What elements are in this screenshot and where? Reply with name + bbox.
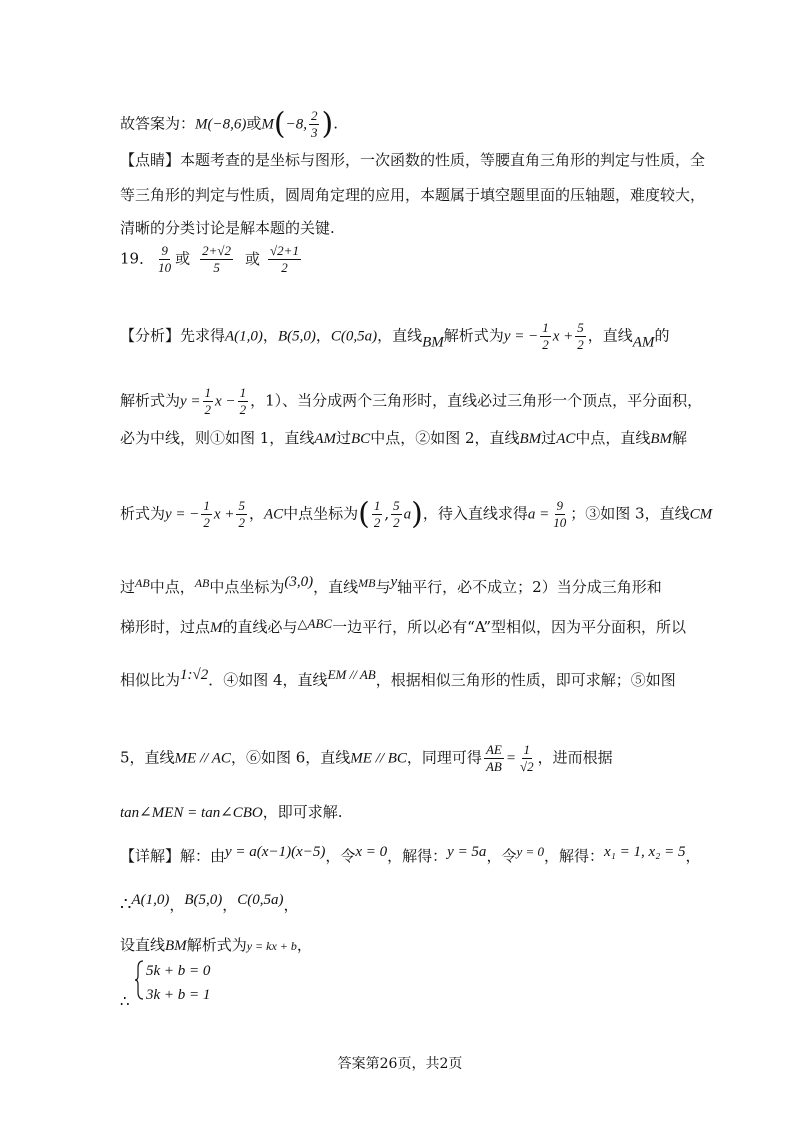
or-text: 或 <box>246 114 262 133</box>
analysis-line-7: 相似比为1:√2．④如图 4，直线EM // AB，根据相似三角形的性质，即可求解；⑤如图 <box>120 667 676 689</box>
review-line-3: 清晰的分类讨论是解本题的关键. <box>120 219 335 237</box>
analysis-line-1: 【分析】先求得A(1,0)，B(5,0)，C(0,5a)，直线BM解析式为y = − $\frac{1}{2}$ x + $\frac{5}{2}$ ，直线AM的 <box>120 320 670 352</box>
point-m1: M(−8,6) <box>195 116 247 133</box>
review-line-1: 【点睛】本题考查的是坐标与图形，一次函数的性质，等腰直角三角形的判定与性质，全 <box>120 151 706 169</box>
solution-line-3: 设直线BM解析式为y = kx + b， <box>120 936 312 954</box>
fraction-1: $\frac{9}{10}$ <box>158 243 172 275</box>
point-m2-y: $\frac{2}{3}$ <box>310 108 318 140</box>
solution-line-2: ∴A(1,0)，B(5,0)，C(0,5a)， <box>120 892 299 915</box>
page-footer: 答案第26页，共2页 <box>337 1056 463 1072</box>
equation-1: 5k + b = 0 <box>146 963 211 979</box>
solution-line-1: 【详解】解：由y = a(x−1)(x−5)，令x = 0，解得：y = 5a，令y = 0，解得：x₁ = 1, x₂ = 5， <box>120 844 701 865</box>
point-m2-x: −8, <box>285 116 307 133</box>
equation-2: 3k + b = 1 <box>146 987 211 1003</box>
analysis-line-5: 过$^{AB}$中点，$^{AB}$中点坐标为(3,0)，直线$^{MB}$与y轴平行，必不成立；2）当分成三角形和 <box>120 574 662 596</box>
brace-icon <box>134 960 144 1000</box>
analysis-line-4: 析式为y = − $\frac{1}{2}$ x + $\frac{5}{2}$ ，AC中点坐标为( $\frac{1}{2}$ , $\frac{5}{2}$ a)，待入直线求得a = $\frac{9}{10}$ ；③如图 3，直线CM <box>120 496 713 532</box>
question-19-answer: 19． $\frac{9}{10}$ 或 $\frac{2+√2}{5}$ 或 $\frac{√2+1}{2}$ <box>120 243 299 275</box>
fraction-2: $\frac{2+√2}{5}$ <box>202 243 232 275</box>
analysis-line-6: 梯形时，过点M的直线必与△ABC一边平行，所以必有“A”型相似，因为平分面积，所以 <box>120 616 687 636</box>
analysis-line-9: tan∠MEN = tan∠CBO，即可求解. <box>120 803 343 821</box>
answer-line: 故答案为：M(−8,6)或M(−8, $\frac{2}{3}$ ). <box>120 106 338 142</box>
fraction-3: $\frac{√2+1}{2}$ <box>270 243 299 275</box>
question-number: 19． <box>120 249 155 268</box>
analysis-line-2: 解析式为y = $\frac{1}{2}$ x − $\frac{1}{2}$ ，1）、当分成两个三角形时，直线必过三角形一个顶点，平分面积， <box>120 385 703 417</box>
answer-prefix: 故答案为： <box>120 114 196 133</box>
analysis-line-3: 必为中线，则①如图 1，直线AM过BC中点，②如图 2，直线BM过AC中点，直线BM解 <box>120 429 688 447</box>
therefore-symbol: ∴ <box>120 992 130 1010</box>
review-line-2: 等三角形的判定与性质，圆周角定理的应用，本题属于填空题里面的压轴题，难度较大， <box>120 186 706 204</box>
analysis-line-8: 5，直线ME // AC，⑥如图 6，直线ME // BC，同理可得 $\frac{AE}{AB}$ = $\frac{1}{√2}$ ，进而根据 <box>120 742 613 774</box>
point-m2-label: M <box>261 116 274 133</box>
